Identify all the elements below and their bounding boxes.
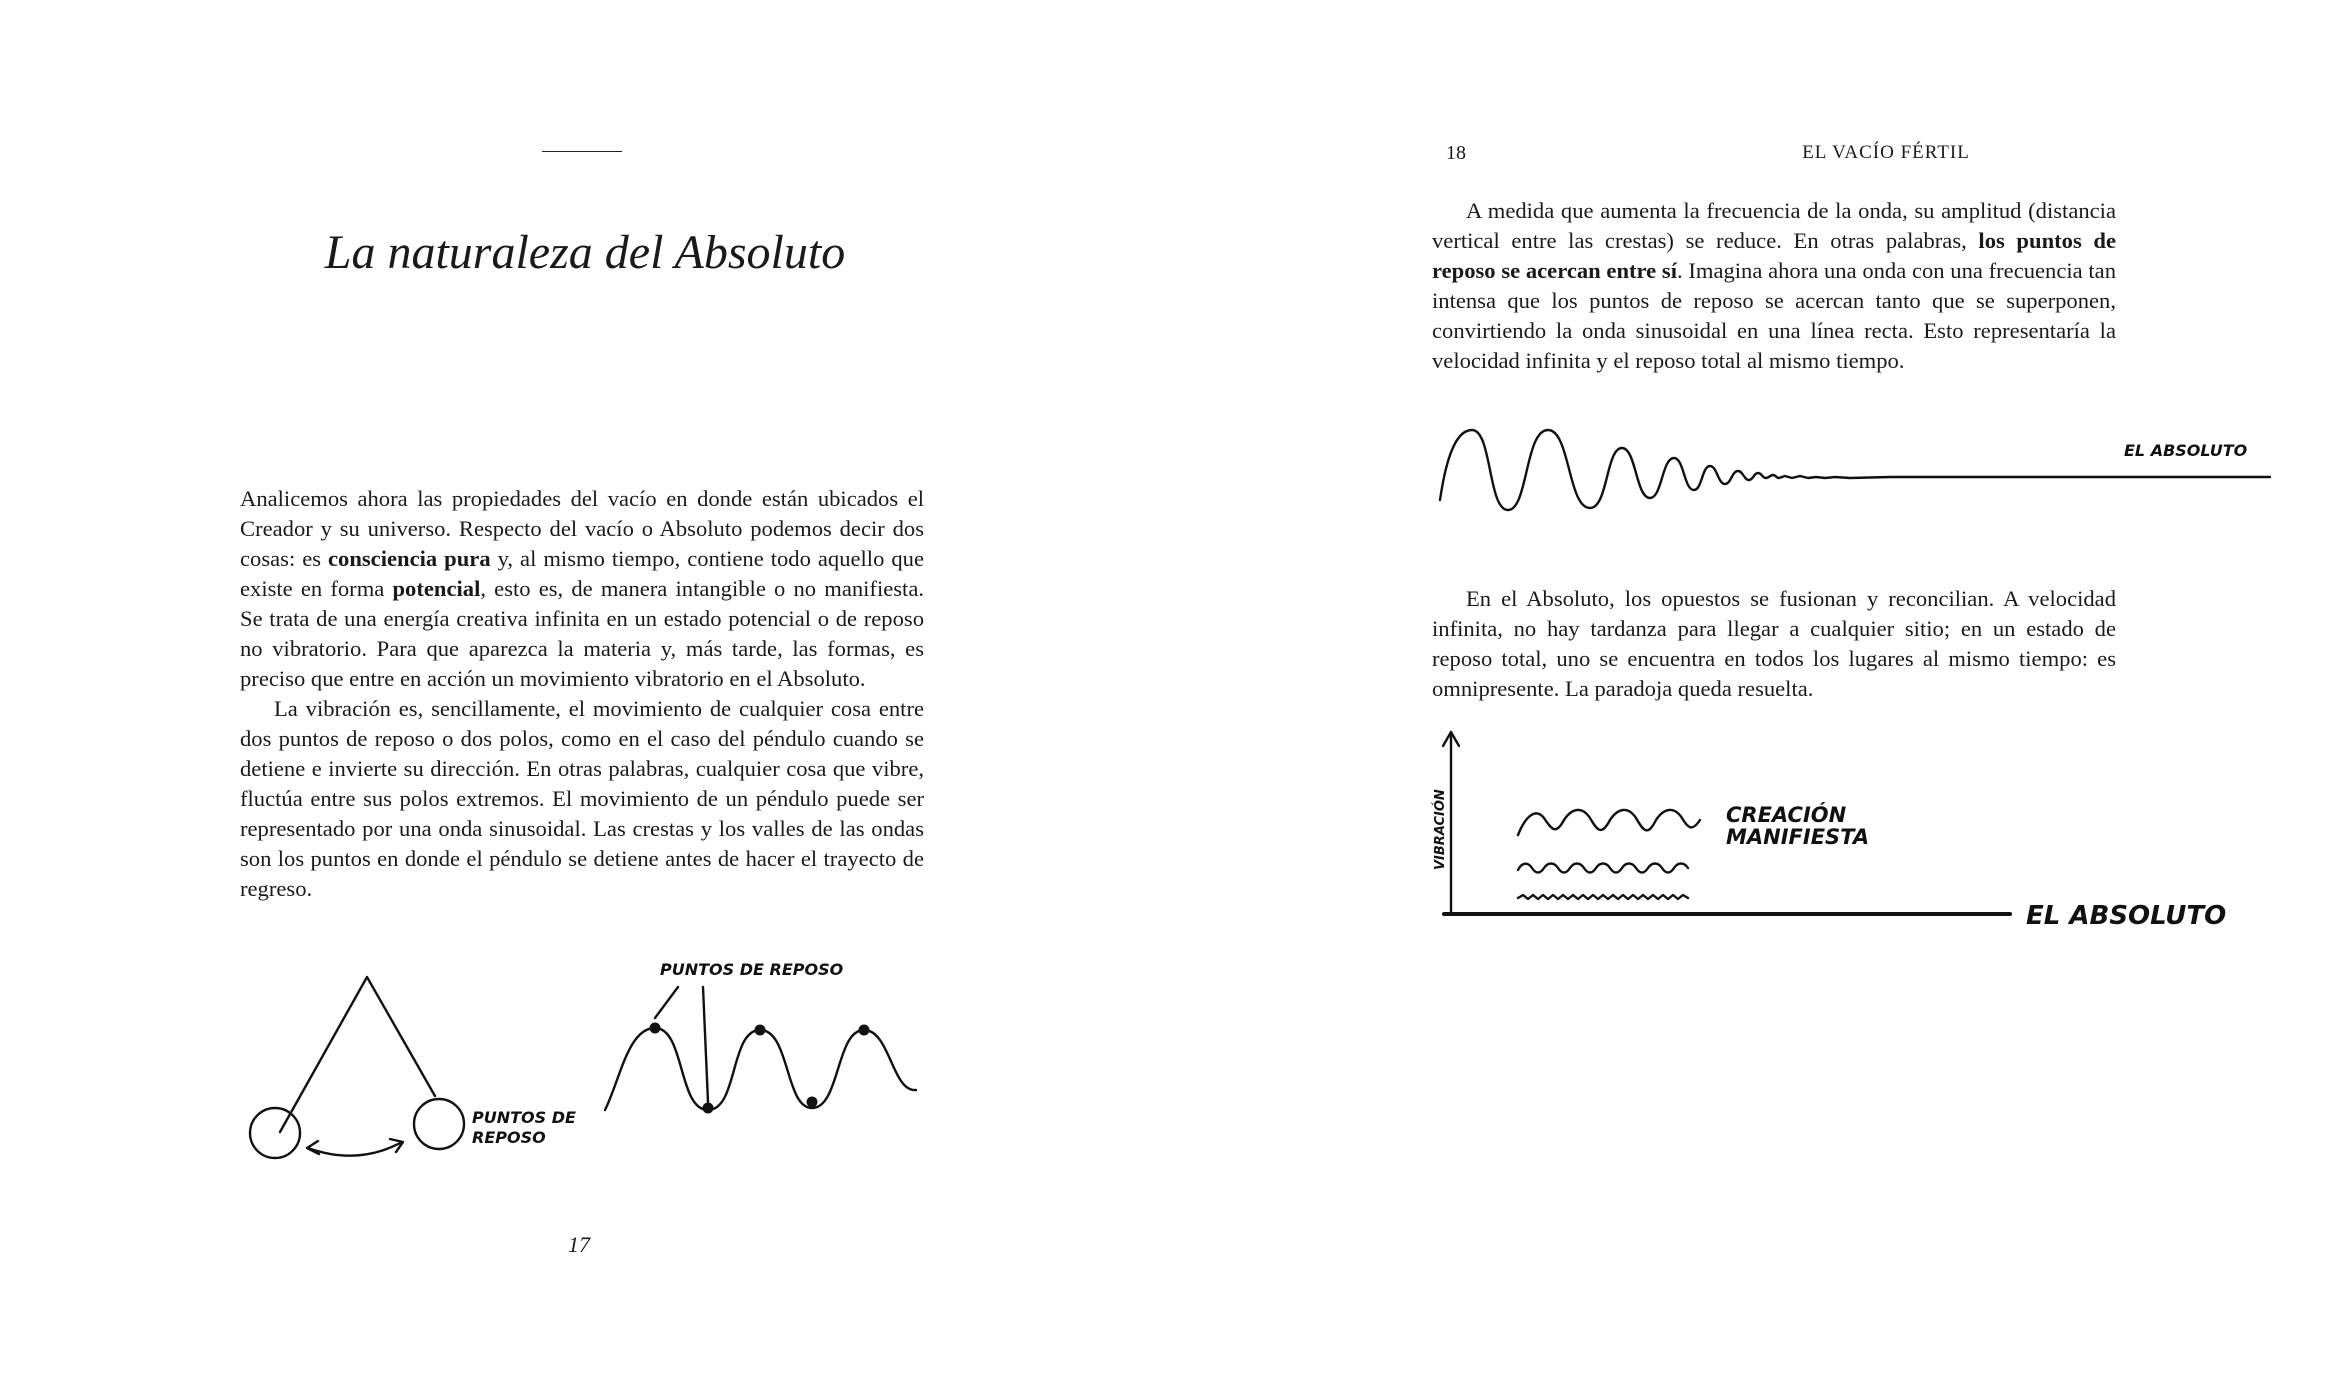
page-number-left: 17 [568,1232,590,1257]
rest-point [650,1023,661,1034]
text-run: , esto es, de manera intangible o no manifiesta. Se trata de una energía creativa infinita en un estado potencial o de reposo no vibratorio. Para que aparezca la materia y, más tarde, las formas, es preciso que entre en acción un movimiento vibratorio en el Absoluto. [240,576,924,691]
pendulum-figure [230,960,590,1180]
figure1-label: EL ABSOLUTO [2124,441,2248,460]
text-run: Analicemos ahora las propiedades del vacío en donde están ubicados el Creador y su universo. Respecto del vacío o Absoluto podemos decir dos cosas: es [240,486,924,571]
frequency-to-line-figure [1430,410,2280,530]
text-run: A medida que aumenta la frecuencia de la onda, su amplitud (distancia vertical entre las crestas) se reduce. En otras palabras, [1432,198,2116,253]
rest-point [807,1097,818,1108]
left-body-text [240,484,924,904]
bold-term: consciencia pura [328,546,491,571]
pendulum-bob-left [250,1108,300,1158]
paragraph [240,484,924,694]
rest-point [703,1103,714,1114]
absolute-baseline-label: EL ABSOLUTO [2026,901,2227,931]
creation-wave-high [1518,810,1700,835]
rest-point [755,1025,766,1036]
paragraph [1432,196,2116,376]
page-number-right: 18 [1446,142,1466,164]
right-body-text-2 [1432,584,2116,704]
swing-arrow [308,1142,402,1156]
chapter-rule [542,151,622,152]
right-page [1166,0,2333,1400]
bold-term: potencial [392,576,481,601]
left-page [0,0,1166,1400]
paragraph: La vibración es, sencillamente, el movimiento de cualquier cosa entre dos puntos de reposo o dos polos, como en el caso del péndulo cuando se detiene e invierte su dirección. En otras palabras, cualquier cosa que vibre, fluctúa entre sus polos extremos. El movimiento de un péndulo puede ser representado por una onda sinusoidal. Las crestas y los valles de las ondas son los puntos en donde el péndulo se detiene antes de hacer el trayecto de regreso. [240,696,924,901]
pendulum-bob-right [414,1099,464,1149]
wave-label: PUNTOS DE REPOSO [660,960,844,979]
bold-term: los puntos de reposo se acercan entre sí [1432,228,2116,283]
vibration-axis-label: VIBRACIÓN [1433,789,1448,870]
chapter-title: La naturaleza del Absoluto [324,226,846,279]
paragraph: En el Absoluto, los opuestos se fusionan y reconcilian. A velocidad infinita, no hay tardanza para llegar a cualquier sitio; en un estado de reposo total, uno se encuentra en todos los lugares al mismo tiempo: es omnipresente. La paradoja queda resuelta. [1432,586,2116,701]
label-pointer-left [655,987,678,1018]
text-run: . Imagina ahora una onda con una frecuencia tan intensa que los puntos de reposo se acercan tanto que se superponen, convirtiendo la onda sinusoidal en una línea recta. Esto representaría la velocidad infinita y el reposo total al mismo tiempo. [1432,258,2116,373]
vibration-levels-figure [1430,720,2280,940]
rest-point [859,1025,870,1036]
creation-label-line2: MANIFIESTA [1726,825,1870,849]
right-body-text-1 [1432,196,2116,376]
pendulum-label-line1: PUNTOS DE [472,1108,576,1127]
text-run: y, al mismo tiempo, contiene todo aquello que existe en forma [240,546,924,601]
creation-label-line1: CREACIÓN [1726,803,1847,827]
pendulum-strings [280,977,435,1132]
swing-arrow-head-left [307,1141,319,1154]
pendulum-label-line2: REPOSO [472,1128,546,1147]
label-pointer-right [703,987,708,1102]
creation-wave-mid [1518,864,1688,873]
creation-wave-low [1518,895,1688,899]
rest-points-wave-figure [600,950,930,1130]
sine-wave [605,1028,916,1110]
running-head: EL VACÍO FÉRTIL [1802,142,1970,163]
